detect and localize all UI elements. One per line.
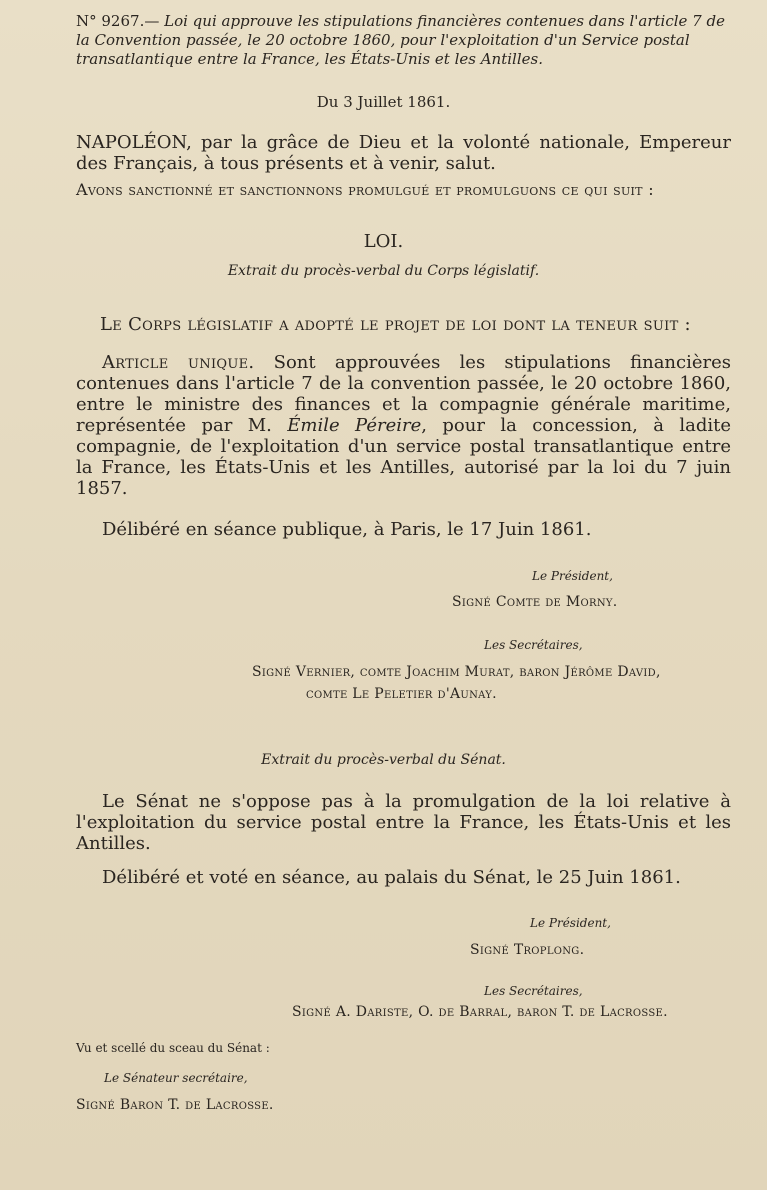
article-label: Article unique. <box>102 352 255 373</box>
delibere-corps: Délibéré en séance publique, à Paris, le 17 Juin 1861. <box>102 519 592 540</box>
corps-president-signature: Signé Comte de Morny. <box>452 594 618 610</box>
preamble-avons: Avons sanctionné et sanctionnons promulgué et promulguons ce qui suit : <box>76 180 654 199</box>
senat-secretaires-label: Les Secrétaires, <box>484 984 583 998</box>
corps-president-label: Le Président, <box>532 569 613 583</box>
loi-title: LOI. <box>363 231 404 252</box>
article-unique <box>76 352 731 499</box>
extrait-corps-legislatif: Extrait du procès-verbal du Corps législatif. <box>227 263 540 279</box>
corps-secretaires-line2: comte Le Peletier d'Aunay. <box>306 686 497 702</box>
senat-text: Le Sénat ne s'oppose pas à la promulgation de la loi relative à l'exploitation du service postal entre la France, les États-Unis et les Antilles. <box>76 791 731 854</box>
article-text-2: , pour la concession, à ladite compagnie, de l'exploitation d'un service postal transatlantique entre la France, les États-Unis et les Antilles, autorisé par la loi du 7 juin 1857. <box>76 415 731 499</box>
law-header <box>76 12 736 69</box>
law-number: N° 9267.— <box>76 12 160 30</box>
preamble-napoleon: NAPOLÉON, par la grâce de Dieu et la volonté nationale, Empereur des Français, à tous présents et à venir, salut. <box>76 132 731 174</box>
senateur-secretaire-signature: Signé Baron T. de Lacrosse. <box>76 1097 274 1113</box>
corps-adopte: Le Corps législatif a adopté le projet de loi dont la teneur suit : <box>100 314 691 335</box>
delibere-senat: Délibéré et voté en séance, au palais du Sénat, le 25 Juin 1861. <box>102 867 681 888</box>
senat-president-signature: Signé Troplong. <box>470 942 585 958</box>
corps-secretaires-line1: Signé Vernier, comte Joachim Murat, baron Jérôme David, <box>252 664 661 680</box>
vu-scelle-line: Vu et scellé du sceau du Sénat : <box>76 1041 270 1055</box>
law-title: Loi qui approuve les stipulations financières contenues dans l'article 7 de la Convention passée, le 20 octobre 1860, pour l'exploitation d'un Service postal transatlantique entre la France, les États-Unis et les Antilles. <box>76 12 725 68</box>
article-name: Émile Péreire <box>287 415 422 436</box>
senat-president-label: Le Président, <box>530 916 611 930</box>
law-date: Du 3 Juillet 1861. <box>316 93 451 111</box>
extrait-senat: Extrait du procès-verbal du Sénat. <box>261 752 506 768</box>
article-text-1: Sont approuvées les stipulations financières contenues dans l'article 7 de la convention passée, le 20 octobre 1860, entre le ministre des finances et la compagnie générale maritime, représentée par M. <box>76 352 731 436</box>
corps-secretaires-label: Les Secrétaires, <box>484 638 583 652</box>
senat-secretaires-line: Signé A. Dariste, O. de Barral, baron T. de Lacrosse. <box>292 1004 668 1020</box>
senateur-secretaire-label: Le Sénateur secrétaire, <box>104 1071 248 1085</box>
